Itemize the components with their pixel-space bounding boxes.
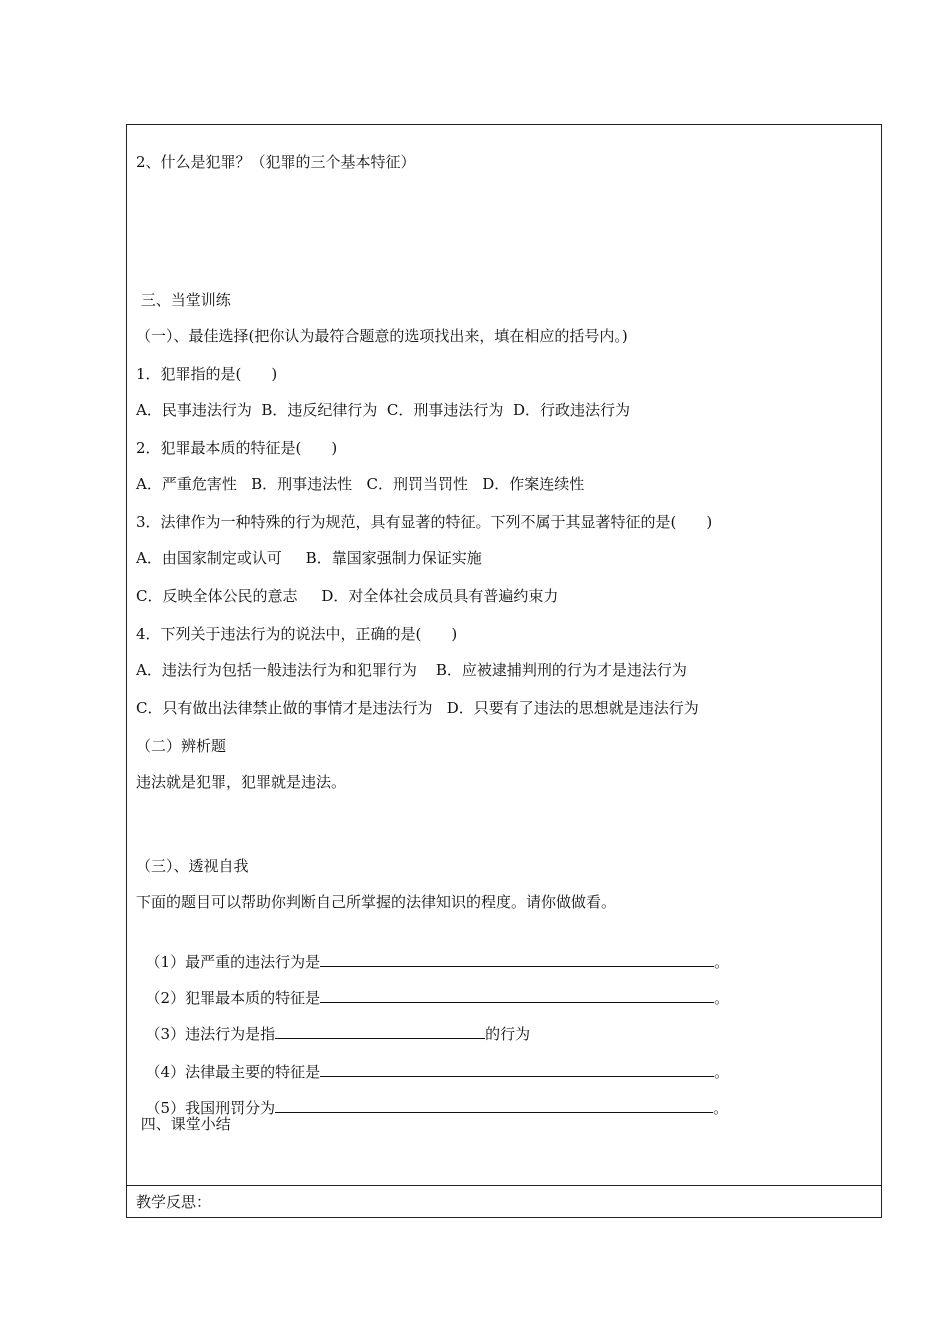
mc-question-4-options-cd: C．只有做出法律禁止做的事情才是违法行为 D．只要有了违法的思想就是违法行为 [136, 699, 699, 717]
mc-question-1-options: A．民事违法行为 B．违反纪律行为 C．刑事违法行为 D．行政违法行为 [136, 401, 630, 419]
mc-question-4-options-ab: A．违法行为包括一般违法行为和犯罪行为 B．应被逮捕判刑的行为才是违法行为 [136, 661, 687, 679]
fill-item-2-blank[interactable] [320, 986, 714, 1003]
mc-question-4: 4．下列关于违法行为的说法中，正确的是( ) [136, 625, 458, 643]
self-check-intro: 下面的题目可以帮助你判断自己所掌握的法律知识的程度。请你做做看。 [136, 893, 617, 911]
fill-item-4-suffix: 。 [714, 1063, 730, 1081]
fill-item-5-prefix: （5）我国刑罚分为 [145, 1099, 276, 1117]
mc-question-1: 1．犯罪指的是( ) [136, 365, 278, 383]
mc-question-2-options: A．严重危害性 B．刑事违法性 C．刑罚当罚性 D．作案连续性 [136, 475, 585, 493]
question-2-crime: 2、什么是犯罪？（犯罪的三个基本特征） [136, 153, 416, 171]
mc-question-3-options-cd: C．反映全体公民的意志 D．对全体社会成员具有普遍约束力 [136, 587, 559, 605]
fill-item-2-prefix: （2）犯罪最本质的特征是 [145, 989, 321, 1007]
fill-item-4-prefix: （4）法律最主要的特征是 [145, 1063, 321, 1081]
teaching-reflection-label: 教学反思： [136, 1193, 212, 1211]
mc-question-3: 3．法律作为一种特殊的行为规范，具有显著的特征。下列不属于其显著特征的是( ) [136, 513, 713, 531]
mc-question-2: 2．犯罪最本质的特征是( ) [136, 439, 338, 457]
fill-item-1-suffix: 。 [714, 953, 730, 971]
self-check-heading: （三）、透视自我 [136, 857, 249, 875]
mc-question-3-options-ab: A．由国家制定或认可 B．靠国家强制力保证实施 [136, 549, 482, 567]
analysis-statement: 违法就是犯罪，犯罪就是违法。 [136, 773, 347, 791]
choice-heading: （一）、最佳选择(把你认为最符合题意的选项找出来，填在相应的括号内。) [136, 327, 628, 345]
fill-item-3-suffix: 的行为 [485, 1025, 531, 1043]
fill-item-1-prefix: （1）最严重的违法行为是 [145, 953, 321, 971]
fill-item-3 [136, 1002, 530, 1044]
fill-item-5 [136, 1076, 728, 1118]
fill-item-1-blank[interactable] [320, 950, 714, 967]
analysis-heading: （二）辨析题 [136, 737, 227, 755]
table-divider [126, 1185, 882, 1186]
fill-item-4-blank[interactable] [320, 1060, 714, 1077]
fill-item-5-blank[interactable] [275, 1096, 713, 1113]
fill-item-2-suffix: 。 [714, 989, 730, 1007]
fill-item-3-prefix: （3）违法行为是指 [145, 1025, 276, 1043]
section-4-heading: 四、课堂小结 [136, 1115, 231, 1133]
fill-item-3-blank[interactable] [275, 1022, 485, 1039]
fill-item-5-suffix: 。 [713, 1099, 729, 1117]
section-3-heading: 三、当堂训练 [136, 291, 231, 309]
